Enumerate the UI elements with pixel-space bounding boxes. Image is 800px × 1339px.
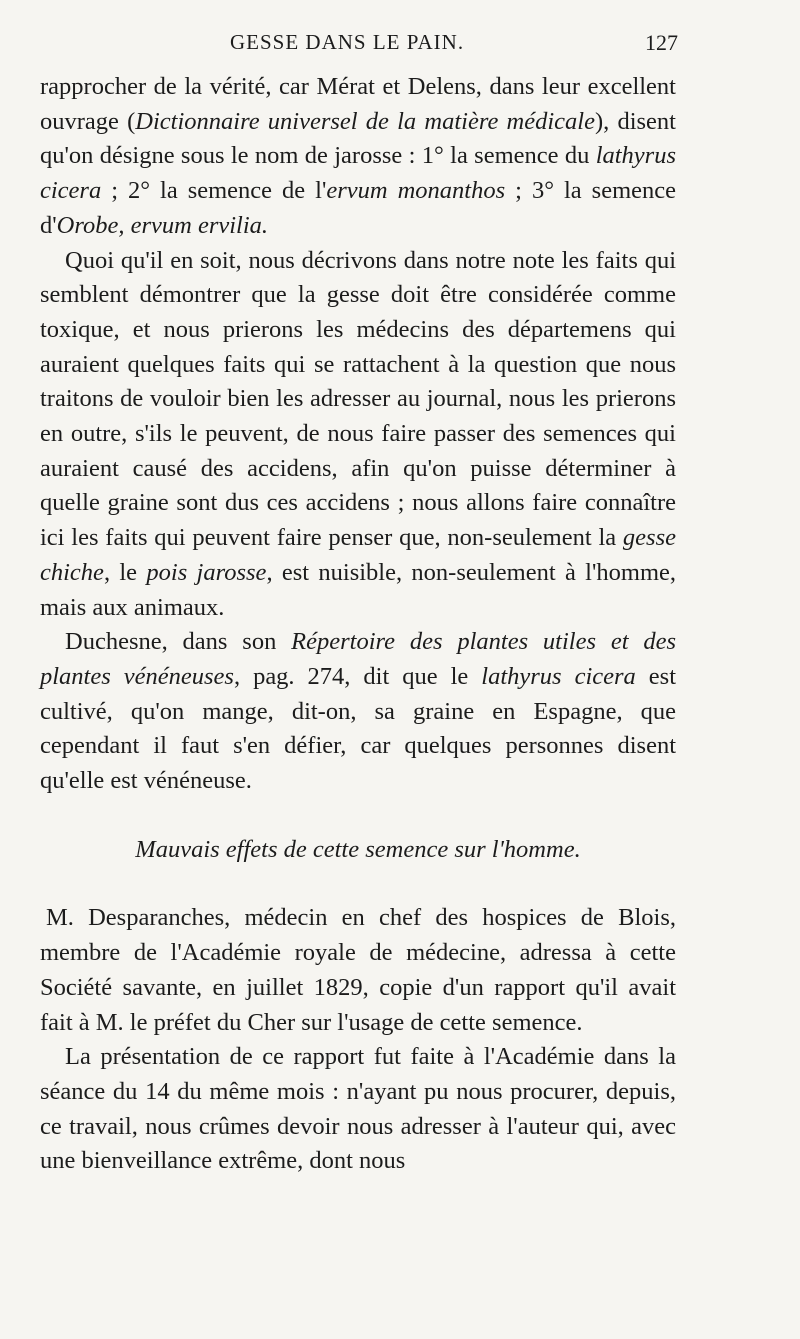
italic-species: pois jarosse	[146, 558, 267, 586]
section-subheading: Mauvais effets de cette semence sur l'homme.	[135, 835, 581, 863]
paragraph-4: M. Desparanches, médecin en chef des hospices de Blois, membre de l'Académie royale de médecine, adressa à cette Société savante, en juillet 1829, copie d'un rapport qu'il avait fait à M. le préfet du Cher sur l'usage de cette semence.	[40, 904, 676, 1036]
text-run: , pag. 274, dit que le	[233, 662, 482, 690]
italic-species: lathyrus cicera	[40, 142, 676, 205]
paragraph-1	[40, 70, 676, 244]
italic-species: lathyrus cicera	[481, 662, 636, 690]
running-title: GESSE DANS LE PAIN.	[230, 30, 465, 54]
italic-species: gesse chiche	[40, 524, 676, 586]
text-run: , est nuisible, non-seulement à l'homme, mais aux animaux.	[40, 558, 677, 621]
italic-title: Répertoire des plantes utiles et des plantes vénéneuses	[40, 628, 676, 690]
paragraph-5: La présentation de ce rapport fut faite à l'Académie dans la séance du 14 du même mois : n'ayant pu nous procurer, depuis, ce travail, nous crûmes devoir nous adresser à l'auteur qui, avec une bienveillance extrême, dont nous	[40, 1043, 676, 1175]
text-run: est cultivé, qu'on mange, dit-on, sa graine en Espagne, que cependant il faut s'en défier, car quelques personnes disent qu'elle est vénéneuse.	[40, 662, 676, 795]
page-header	[40, 30, 678, 66]
text-run: ; 2° la semence de l'	[101, 177, 327, 205]
paragraph-2	[40, 244, 676, 626]
page-number: 127	[645, 30, 678, 55]
text-run: rapprocher de la vérité, car Mérat et Delens, dans leur excellent ouvrage (	[40, 73, 676, 135]
paragraph-3	[40, 625, 676, 799]
italic-species: Orobe, ervum ervilia.	[56, 211, 269, 239]
text-run: Quoi qu'il en soit, nous décrivons dans notre note les faits qui semblent démontrer que la gesse doit être considérée comme toxique, et nous prierons les médecins des départemens qui auraient quelques faits qui se rattachent à la question que nous traitons de vouloir bien les adresser au journal, nous les prierons en outre, s'ils le peuvent, de nous faire passer des semences qui auraient causé des accidens, afin qu'on puisse déterminer à quelle graine sont dus ces accidens ; nous allons faire connaître ici les faits qui peuvent faire penser que, non-seulement la	[40, 246, 676, 552]
text-run: ), disent qu'on désigne sous le nom de jarosse : 1° la semence du	[40, 107, 676, 170]
text-run: Duchesne, dans son	[65, 628, 292, 656]
italic-title: Dictionnaire universel de la matière médicale	[135, 107, 595, 135]
text-run: , le	[103, 558, 147, 586]
italic-species: ervum monanthos	[326, 177, 506, 205]
text-body	[40, 70, 676, 1179]
text-run: ; 3° la semence d'	[40, 177, 676, 239]
